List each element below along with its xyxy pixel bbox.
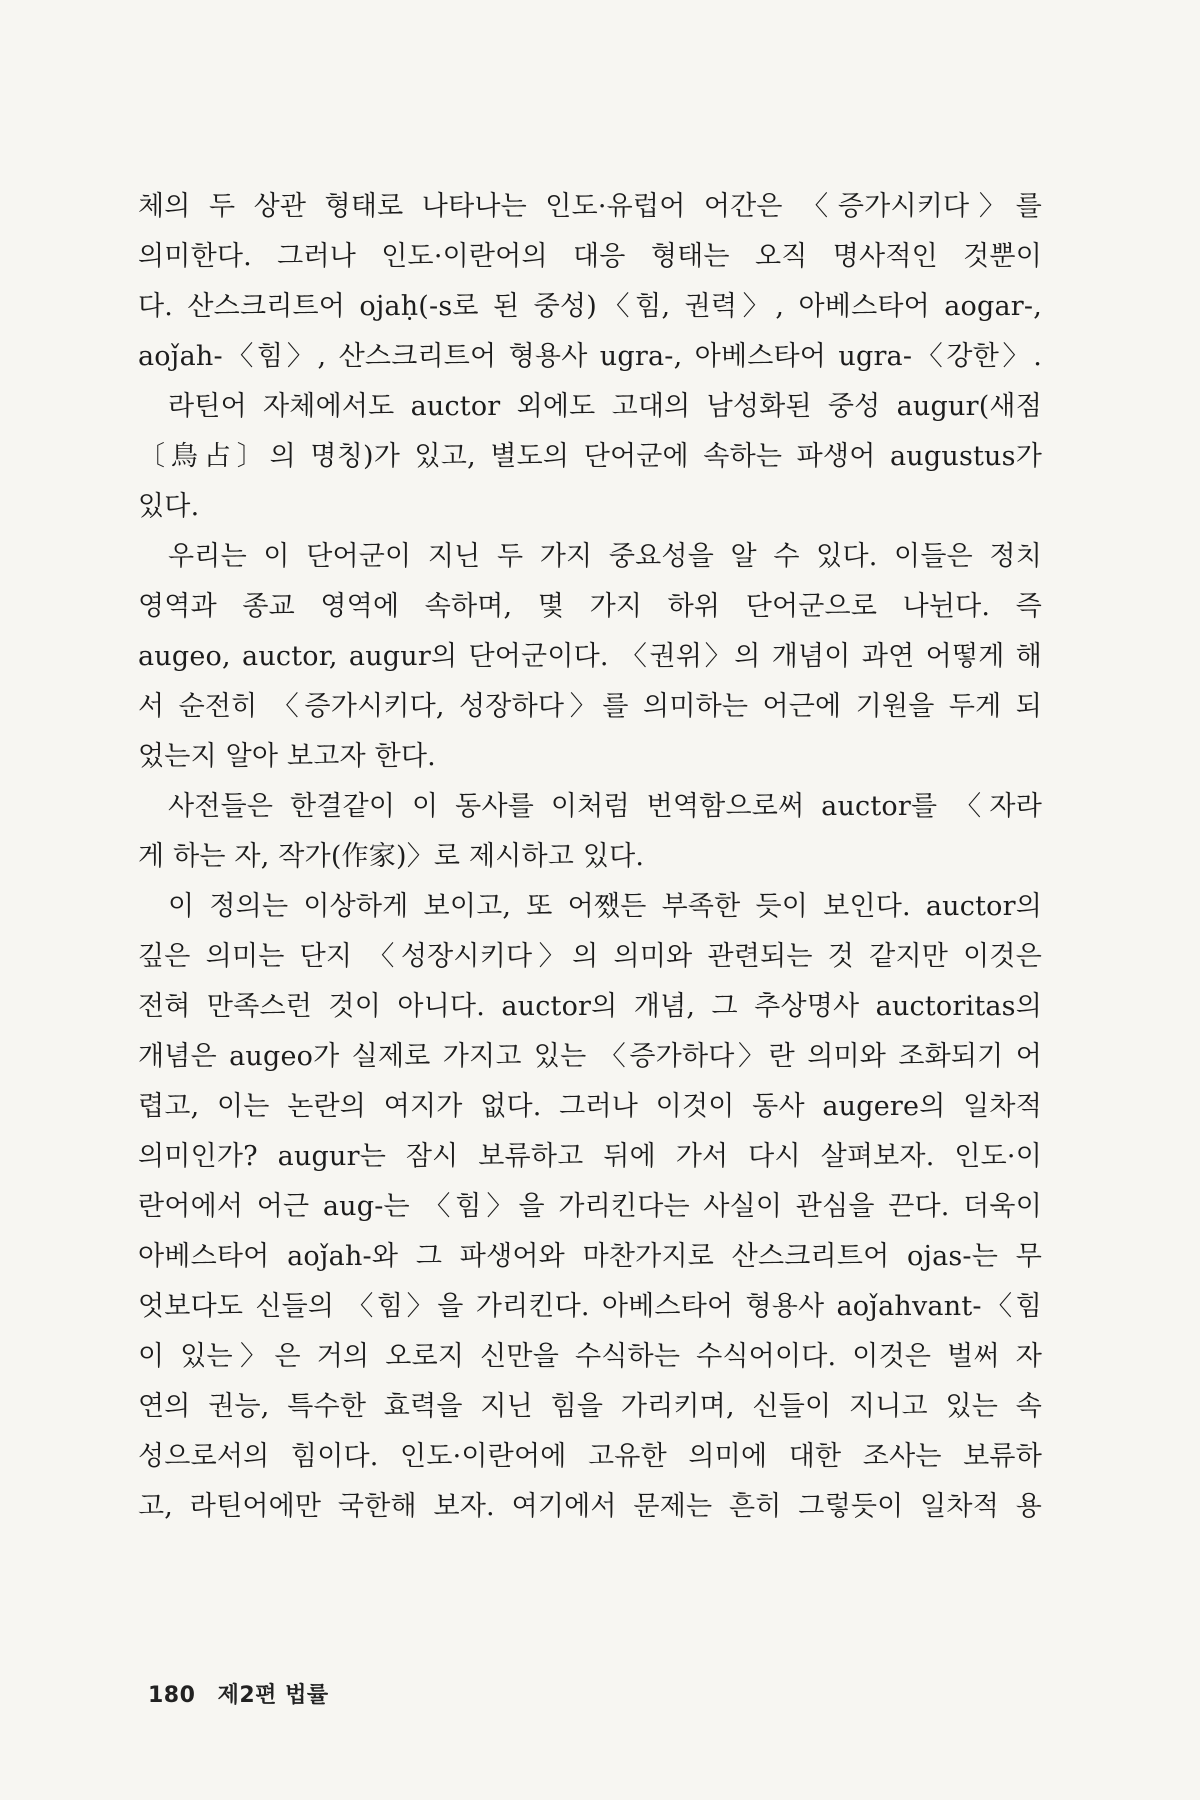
text-line: aoǰah-〈힘〉, 산스크리트어 형용사 ugra-, 아베스타어 ugra-〈강한〉. [138,341,1042,372]
body-text [138,182,1042,1532]
text-line: 게 하는 자, 작가(作家)〉로 제시하고 있다. [138,841,645,872]
text-line: 의미한다. 그러나 인도·이란어의 대응 형태는 오직 명사적인 것뿐이 [138,241,1042,272]
page-footer [148,1678,329,1709]
text-line: 의미인가? augur는 잠시 보류하고 뒤에 가서 다시 살펴보자. 인도·이 [138,1141,1042,1172]
text-line: 있다. [138,491,200,522]
text-line: 고, 라틴어에만 국한해 보자. 여기에서 문제는 흔히 그렇듯이 일차적 용 [138,1491,1042,1522]
text-line: 었는지 알아 보고자 한다. [138,741,436,772]
text-line: 체의 두 상관 형태로 나타나는 인도·유럽어 어간은 〈증가시키다〉를 [138,191,1042,222]
text-line: 〔鳥占〕의 명칭)가 있고, 별도의 단어군에 속하는 파생어 augustus가 [138,441,1042,472]
page-number: 180 [148,1683,196,1708]
text-line: 렵고, 이는 논란의 여지가 없다. 그러나 이것이 동사 augere의 일차적 [138,1091,1042,1122]
text-line: 라틴어 자체에서도 auctor 외에도 고대의 남성화된 중성 augur(새점 [168,391,1042,422]
text-line: 다. 산스크리트어 ojaḥ(-s로 된 중성)〈힘, 권력〉, 아베스타어 aogar-, [138,291,1042,322]
text-line: 서 순전히 〈증가시키다, 성장하다〉를 의미하는 어근에 기원을 두게 되 [138,691,1042,722]
text-line: augeo, auctor, augur의 단어군이다. 〈권위〉의 개념이 과연 어떻게 해 [138,641,1042,672]
text-line: 성으로서의 힘이다. 인도·이란어에 고유한 의미에 대한 조사는 보류하 [138,1441,1042,1472]
running-section-title: 제2편 법률 [217,1683,329,1708]
text-line: 개념은 augeo가 실제로 가지고 있는 〈증가하다〉란 의미와 조화되기 어 [138,1041,1042,1072]
text-line: 아베스타어 aoǰah-와 그 파생어와 마찬가지로 산스크리트어 ojas-는 무 [138,1241,1042,1272]
text-line: 우리는 이 단어군이 지닌 두 가지 중요성을 알 수 있다. 이들은 정치 [168,541,1042,572]
text-line: 사전들은 한결같이 이 동사를 이처럼 번역함으로써 auctor를 〈자라 [168,791,1042,822]
text-line: 깊은 의미는 단지 〈성장시키다〉의 의미와 관련되는 것 같지만 이것은 [138,941,1042,972]
text-line: 연의 권능, 특수한 효력을 지닌 힘을 가리키며, 신들이 지니고 있는 속 [138,1391,1042,1422]
text-line: 엇보다도 신들의 〈힘〉을 가리킨다. 아베스타어 형용사 aoǰahvant-〈힘 [138,1291,1042,1322]
text-line: 란어에서 어근 aug-는 〈힘〉을 가리킨다는 사실이 관심을 끈다. 더욱이 [138,1191,1042,1222]
text-line: 이 정의는 이상하게 보이고, 또 어쨌든 부족한 듯이 보인다. auctor의 [168,891,1042,922]
text-line: 이 있는〉은 거의 오로지 신만을 수식하는 수식어이다. 이것은 벌써 자 [138,1341,1042,1372]
text-line: 영역과 종교 영역에 속하며, 몇 가지 하위 단어군으로 나뉜다. 즉 [138,591,1042,622]
text-line: 전혀 만족스런 것이 아니다. auctor의 개념, 그 추상명사 auctoritas의 [138,991,1042,1022]
